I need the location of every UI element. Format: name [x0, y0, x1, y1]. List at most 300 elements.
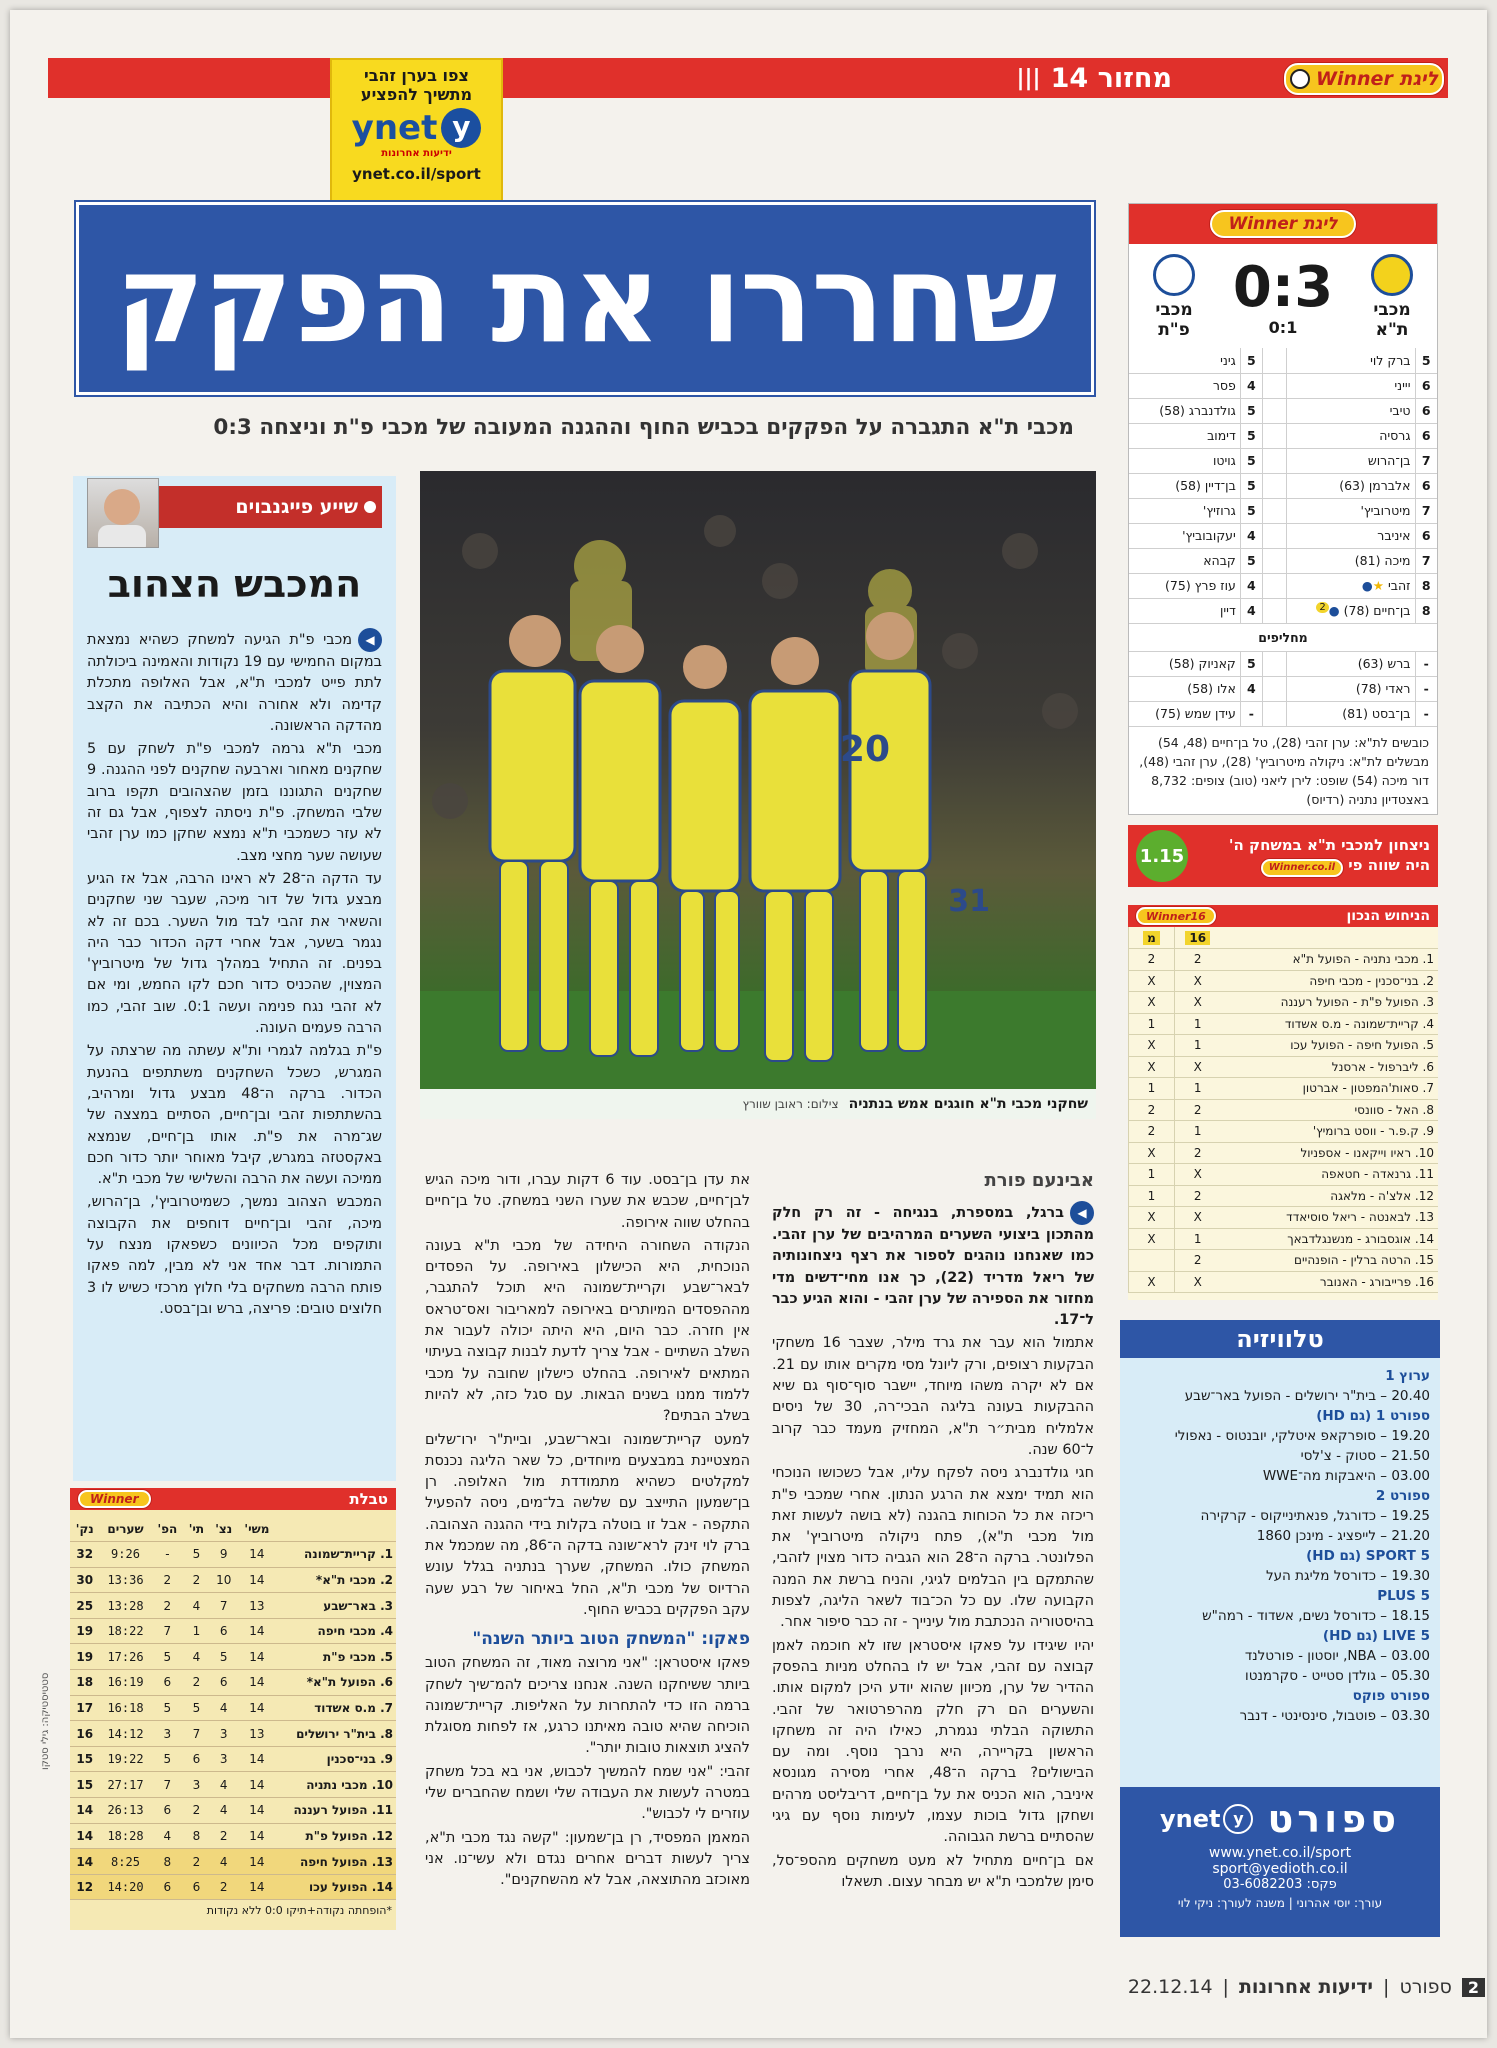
- home-player: אלברמן (63): [1286, 473, 1415, 498]
- tv-title: טלוויזיה: [1236, 1325, 1324, 1353]
- tv-channel: ערוץ 1: [1385, 1368, 1430, 1384]
- points: 15: [70, 1746, 100, 1772]
- home-player-goals: [1286, 598, 1415, 623]
- table-row: [70, 1874, 396, 1900]
- footer-sep: |: [1383, 1976, 1390, 1998]
- match-name: 10. ראיו וייקאנו - אספניול: [1221, 1142, 1439, 1164]
- league-table-header: [70, 1488, 396, 1510]
- played: 14: [238, 1746, 276, 1772]
- pick-16: 1: [1175, 1078, 1221, 1100]
- drawn: 1: [183, 1618, 209, 1644]
- points: 32: [70, 1542, 100, 1568]
- lineup-row: [1129, 548, 1437, 573]
- won: 6: [210, 1670, 238, 1696]
- home-player: ברש (63): [1286, 651, 1415, 676]
- goals: 13:28: [100, 1593, 152, 1619]
- photo-caption-bar: [420, 1089, 1096, 1119]
- tv-channel: 5 LIVE (גם HD): [1322, 1628, 1430, 1644]
- pick-m: X: [1129, 992, 1175, 1014]
- pick-m: X: [1129, 1142, 1175, 1164]
- match-name: 9. ק.פ.ר - ווסט ברומיץ': [1221, 1121, 1439, 1143]
- lineup-gap: [1262, 701, 1286, 726]
- drawn: 3: [183, 1772, 209, 1798]
- lost: 5: [151, 1695, 183, 1721]
- pick-16: X: [1175, 970, 1221, 992]
- pick-16: X: [1175, 1207, 1221, 1229]
- table-row: [1129, 1099, 1439, 1121]
- article-p8: למעט קריית־שמונה ובאר־שבע, וביית"ר ירו־שלים המצטיינת במבצעים מיוחדים, כל שאר הליגה נכנסת למקלטים כשהיא מתמודדת מול האלופה. רן בן־שמעון התייצב עם שלשה בל־מים, ניסה להפעיל התקפה - אבל זו בוטלה בקלות בידי ההגנה הצהובה. ברק לוי זינק לרא־שונה בדקה ה־86, מה שמכמל את המשחק כולו. המשחק, שערך בנתניה בגלל עונש הרדיוס של מכבי ת"א, החל באיחור של רבע שעה עקב הפקקים בכביש החוף.: [425, 1431, 750, 1618]
- played: 14: [238, 1772, 276, 1798]
- paco-subhead: פאקו: "המשחק הטוב ביותר השנה": [472, 1629, 750, 1650]
- prediction-header: [1128, 905, 1438, 927]
- home-rating: 6: [1415, 398, 1437, 423]
- pick-m: X: [1129, 1035, 1175, 1057]
- away-rating: 4: [1240, 573, 1262, 598]
- table-row: [1129, 970, 1439, 992]
- away-team-name: מכבי פ"ת: [1155, 300, 1193, 340]
- table-row: [70, 1798, 396, 1824]
- league-table-logo-text: Winner: [90, 1492, 139, 1506]
- goals: 14:20: [100, 1874, 152, 1900]
- home-rating: 8: [1415, 573, 1437, 598]
- lineup-row: [1129, 701, 1437, 726]
- footer-sep: |: [1222, 1976, 1229, 1998]
- lineup-row: [1129, 423, 1437, 448]
- home-rating: -: [1415, 676, 1437, 701]
- table-row: [1129, 1121, 1439, 1143]
- pick-16: 2: [1175, 949, 1221, 971]
- table-row: [70, 1849, 396, 1875]
- lost: 7: [151, 1772, 183, 1798]
- scorers-text: כובשים לת"א: ערן זהבי (28), טל בן־חיים (48, 54) מבשלים לת"א: ניקולה מיטרוביץ' (28), ערן זהבי (48), דור מיכה (54) שופט: לירן ליאני (טוב) צופים: 8,732 באצטדיון נתניה (רדיוס): [1139, 734, 1429, 807]
- away-player: פסר: [1129, 373, 1240, 398]
- home-team: [1357, 254, 1427, 340]
- scorebox-logo-text: ליגת Winner: [1228, 214, 1338, 234]
- top-banner: [48, 58, 1448, 98]
- home-crest-icon: [1371, 254, 1413, 296]
- league-col-team: [276, 1516, 396, 1542]
- pick-16: 1: [1175, 1121, 1221, 1143]
- match-name: 7. סאות'המפטון - אברטון: [1221, 1078, 1439, 1100]
- drawn: 7: [183, 1721, 209, 1747]
- pick-16: X: [1175, 1056, 1221, 1078]
- home-rating: 8: [1415, 598, 1437, 623]
- table-row: [70, 1618, 396, 1644]
- table-row: [1129, 949, 1439, 971]
- home-player: ראדי (78): [1286, 676, 1415, 701]
- ynet-logo: [332, 108, 501, 148]
- pick-m: 2: [1129, 1099, 1175, 1121]
- article-lead: [772, 1201, 1094, 1331]
- tv-program: 21.20 – לייפציג - מינכן 1860: [1256, 1528, 1430, 1544]
- table-row: [1129, 1078, 1439, 1100]
- goals: 19:22: [100, 1746, 152, 1772]
- lineup-row: [1129, 498, 1437, 523]
- article-column-left: [425, 1170, 750, 1940]
- played: 13: [238, 1593, 276, 1619]
- home-player: זהבי: [1387, 578, 1411, 593]
- pick-m: X: [1129, 1271, 1175, 1293]
- author-avatar: [87, 478, 159, 548]
- sport-ynet-logo: [1160, 1804, 1253, 1834]
- away-rating: 5: [1240, 548, 1262, 573]
- svg-text:31: 31: [948, 884, 990, 919]
- column-p5: המכבש הצהוב נמשך, כשמיטרוביץ', בן־הרוש, מיכה, זהבי ובן־חיים דוחפים את הקבוצה ותוקפים מכל הכיוונים כשפאקו מנצח על התמורות. דבר אחד אני לא מבין, למה פאקו פותח הרבה משחקים בלי חלוץ מרכזי כשיש לו 3 חלוצים טובים: פריצה, ברש ובן־בסט.: [87, 1194, 382, 1317]
- author-bullet-icon: [364, 501, 376, 513]
- pick-m: 1: [1129, 1013, 1175, 1035]
- home-rating: -: [1415, 651, 1437, 676]
- article-p2: אתמול הוא עבר את גרד מילר, שצבר 16 משחקי הבקעות רצופים, ורק ליונל מסי מקרים אותו עם 21. אם לא יקרה משהו מיוחד, יישבר סוף־סוף גם שיא ההבקעות בעונה בליגה הבכי־רה, 30 של ניסים אלמליח מבית״ר ת"א, המחזיק מעמד כבר קרוב ל־60 שנה.: [772, 1335, 1094, 1458]
- subs-label: מחליפים: [1129, 623, 1437, 651]
- divider-icon: |||: [1016, 65, 1041, 91]
- tv-program: 18.15 – כדורסל נשים, אשדוד - רמה"ש: [1202, 1608, 1430, 1624]
- lineup-gap: [1262, 676, 1286, 701]
- article-p9: פאקו איסטראן: "אני מרוצה מאוד, זה המשחק הטוב ביותר ששיחקנו השנה. אנחנו צריכים להמ־שיך לשחק ברמה הזו כדי להתחרות על האליפות. קריית־שמונה הוכיחה שהיא טובה מאיתנו כרגע, אז לפחות מסוגלת להציג תוצאות טובות יותר".: [425, 1655, 750, 1757]
- away-rating: 4: [1240, 373, 1262, 398]
- away-rating: 5: [1240, 473, 1262, 498]
- ynet-url[interactable]: ynet.co.il/sport: [352, 165, 481, 183]
- points: 17: [70, 1695, 100, 1721]
- home-player: מיטרוביץ': [1286, 498, 1415, 523]
- column-title: המכבש הצהוב: [107, 562, 362, 606]
- home-player-star: [1286, 573, 1415, 598]
- drawn: 8: [183, 1823, 209, 1849]
- away-player: גויטו: [1129, 448, 1240, 473]
- subs-label-row: [1129, 623, 1437, 651]
- prediction-rows: [1129, 949, 1439, 1293]
- away-player: אלו (58): [1129, 676, 1240, 701]
- photo-caption: שחקני מכבי ת"א חוגגים אמש בנתניה: [848, 1096, 1088, 1112]
- lost: 6: [151, 1874, 183, 1900]
- prediction-title: הניחוש הנכון: [1346, 908, 1430, 924]
- match-name: 14. אוגסבורג - מנשנגלדבאך: [1221, 1228, 1439, 1250]
- goals: 13:36: [100, 1567, 152, 1593]
- lost: 2: [151, 1593, 183, 1619]
- home-player: ברק לוי: [1286, 348, 1415, 373]
- table-row: [70, 1670, 396, 1696]
- odds-brand: [1261, 859, 1343, 877]
- tv-channel: ספורט פוקס: [1352, 1688, 1430, 1704]
- odds-box: [1128, 825, 1438, 887]
- pick-16: 1: [1175, 1013, 1221, 1035]
- team-name: 11. הפועל רעננה: [276, 1798, 396, 1824]
- lost: 2: [151, 1567, 183, 1593]
- played: 14: [238, 1798, 276, 1824]
- round-label-wrap: [1016, 58, 1172, 98]
- match-name: 5. הפועל חיפה - הפועל עכו: [1221, 1035, 1439, 1057]
- played: 14: [238, 1567, 276, 1593]
- tv-program: 03.30 – פוטבול, סינסינטי - דנבר: [1239, 1708, 1430, 1724]
- tv-channel: 5 SPORT (גם HD): [1306, 1548, 1430, 1564]
- pick-m: X: [1129, 970, 1175, 992]
- home-player: בן־הרוש: [1286, 448, 1415, 473]
- points: 15: [70, 1772, 100, 1798]
- lineup-row: [1129, 573, 1437, 598]
- won: 10: [210, 1567, 238, 1593]
- table-row: [1129, 1228, 1439, 1250]
- played: 14: [238, 1542, 276, 1568]
- played: 13: [238, 1721, 276, 1747]
- drawn: 5: [183, 1695, 209, 1721]
- tv-channel: ספורט 2: [1375, 1488, 1430, 1504]
- pick-16: X: [1175, 1271, 1221, 1293]
- points: 30: [70, 1567, 100, 1593]
- lineup-gap: [1262, 398, 1286, 423]
- lineup-gap: [1262, 573, 1286, 598]
- league-col-drawn: תי': [183, 1516, 209, 1542]
- played: 14: [238, 1670, 276, 1696]
- lineup-gap: [1262, 373, 1286, 398]
- sport-fax: פקס: 03-6082203: [1223, 1877, 1337, 1892]
- away-player: קבהא: [1129, 548, 1240, 573]
- colM-label: מ: [1143, 931, 1160, 945]
- away-rating: 5: [1240, 348, 1262, 373]
- won: 4: [210, 1798, 238, 1824]
- played: 14: [238, 1874, 276, 1900]
- league-table-logo: [78, 1490, 151, 1508]
- svg-text:20: 20: [839, 729, 890, 770]
- lost: 6: [151, 1798, 183, 1824]
- drawn: 2: [183, 1670, 209, 1696]
- ball-icon: ●: [1328, 603, 1340, 619]
- won: 4: [210, 1772, 238, 1798]
- away-rating: 4: [1240, 523, 1262, 548]
- away-rating: 5: [1240, 498, 1262, 523]
- lineup-gap: [1262, 651, 1286, 676]
- table-row: [1129, 1035, 1439, 1057]
- table-row: [1129, 1185, 1439, 1207]
- article-author: אבינעם פורת: [984, 1170, 1094, 1191]
- goal-count-badge: 2: [1316, 602, 1328, 613]
- promo-line-2: מתשיך להפציע: [360, 85, 473, 104]
- prediction-table: [1128, 905, 1438, 1300]
- article-p11: המאמן המפסיד, רן בן־שמעון: "קשה נגד מכבי ת"א, צריך לעשות דברים אחרים נגדם ולא עשי־נו. אני מאוכזב מהתוצאה, אבל לא מהשחקנים".: [425, 1829, 750, 1889]
- footer-paper: ידיעות אחרונות: [1238, 1976, 1374, 1998]
- table-row: [1129, 1164, 1439, 1186]
- lost: 7: [151, 1618, 183, 1644]
- final-score: 0:3: [1232, 254, 1334, 320]
- league-rows: [70, 1542, 396, 1900]
- lead-arrow-icon: ◀: [1070, 1201, 1094, 1225]
- team-name: 7. מ.ס אשדוד: [276, 1695, 396, 1721]
- league-col-points: נק': [70, 1516, 100, 1542]
- pick-16: 2: [1175, 1250, 1221, 1272]
- home-player: בן־בסט (81): [1286, 701, 1415, 726]
- match-name: 12. אלצ'ה - מלאגה: [1221, 1185, 1439, 1207]
- team-name: 2. מכבי ת"א*: [276, 1567, 396, 1593]
- points: 18: [70, 1670, 100, 1696]
- away-team: [1139, 254, 1209, 340]
- lineup-row: [1129, 523, 1437, 548]
- match-name: 1. מכבי נתניה - הפועל ת"א: [1221, 949, 1439, 971]
- opinion-column: [73, 476, 396, 1481]
- match-name: 4. קריית־שמונה - מ.ס אשדוד: [1221, 1013, 1439, 1035]
- home-rating: 7: [1415, 448, 1437, 473]
- column-author: שייע פייגנבוים: [235, 496, 358, 518]
- away-player: בן־דיין (58): [1129, 473, 1240, 498]
- lineup-row: [1129, 373, 1437, 398]
- played: 14: [238, 1849, 276, 1875]
- home-rating: 6: [1415, 373, 1437, 398]
- headline: שחררו את הפקק: [115, 227, 1055, 370]
- league-table-grid: [70, 1516, 396, 1900]
- won: 2: [210, 1874, 238, 1900]
- goals: 26:13: [100, 1798, 152, 1824]
- home-player: יייני: [1286, 373, 1415, 398]
- away-player: גולדנברג (58): [1129, 398, 1240, 423]
- table-row: [70, 1567, 396, 1593]
- prediction-grid: [1128, 927, 1438, 1293]
- promo-line-1: צפו בערן זהבי: [363, 66, 469, 85]
- pick-m: 1: [1129, 1164, 1175, 1186]
- statistics-credit: סטטיסטיקה: גילי סטקו: [40, 1672, 51, 1770]
- team-name: 9. בני־סכנין: [276, 1746, 396, 1772]
- footer-section: ספורט: [1399, 1976, 1452, 1998]
- table-row: [70, 1823, 396, 1849]
- table-row: [70, 1695, 396, 1721]
- odds-brand-text: Winner.co.il: [1268, 862, 1336, 873]
- match-name: 2. בני־סכנין - מכבי חיפה: [1221, 970, 1439, 992]
- home-player: גרסיה: [1286, 423, 1415, 448]
- league-logo-text: ליגת Winner: [1316, 68, 1438, 90]
- away-player: גרוזיץ': [1129, 498, 1240, 523]
- home-player: טיבי: [1286, 398, 1415, 423]
- points: 14: [70, 1798, 100, 1824]
- column-author-bar: [157, 486, 382, 528]
- table-row: [70, 1746, 396, 1772]
- drawn: 2: [183, 1567, 209, 1593]
- table-row: [1129, 1142, 1439, 1164]
- prediction-logo-text: Winner16: [1146, 909, 1206, 923]
- ynet-promo[interactable]: [330, 58, 503, 203]
- odds-text: ניצחון למכבי ת"א במשחק ה' היה שווה פי: [1228, 836, 1430, 874]
- lineup-gap: [1262, 473, 1286, 498]
- points: 19: [70, 1618, 100, 1644]
- goals: 18:22: [100, 1618, 152, 1644]
- team-name: 4. מכבי חיפה: [276, 1618, 396, 1644]
- article-p5: אם בן־חיים מתחיל לא מעט משחקים מהספ־סל, סימן שלמכבי ת"א יש מבחר עצום. תשאלו: [772, 1852, 1094, 1890]
- column-body: [87, 628, 382, 1320]
- table-row: [1129, 992, 1439, 1014]
- sport-url[interactable]: www.ynet.co.il/sport: [1208, 1845, 1352, 1861]
- star-icon: ★: [1372, 578, 1384, 593]
- points: 14: [70, 1849, 100, 1875]
- pick-m: X: [1129, 1056, 1175, 1078]
- pick-16: X: [1175, 992, 1221, 1014]
- pick-m: 2: [1129, 949, 1175, 971]
- won: 3: [210, 1721, 238, 1747]
- league-table: [70, 1488, 396, 1930]
- team-name: 6. הפועל ת"א*: [276, 1670, 396, 1696]
- table-row: [1129, 1250, 1439, 1272]
- lineup-row: [1129, 598, 1437, 623]
- played: 14: [238, 1618, 276, 1644]
- away-rating: 5: [1240, 398, 1262, 423]
- home-player: בן־חיים (78): [1343, 603, 1411, 619]
- ynet-wordmark: ynet: [351, 108, 438, 148]
- drawn: 4: [183, 1593, 209, 1619]
- pick-16: 1: [1175, 1035, 1221, 1057]
- away-player: דיין: [1129, 598, 1240, 623]
- footer-date: 22.12.14: [1127, 1976, 1213, 1998]
- odds-value: 1.15: [1136, 830, 1188, 882]
- match-name: 13. לבאנטה - ריאל סוסיאדד: [1221, 1207, 1439, 1229]
- played: 14: [238, 1644, 276, 1670]
- goals: 8:25: [100, 1849, 152, 1875]
- tv-channel: ספורט 1 (גם HD): [1316, 1408, 1430, 1424]
- away-player: קאניוק (58): [1129, 651, 1240, 676]
- team-photo: [420, 471, 1096, 1119]
- won: 9: [210, 1542, 238, 1568]
- table-row: [1129, 1056, 1439, 1078]
- article-lead-text: ברגל, במספרת, בנגיחה - זה רק חלק מהתכון ביצועי השערים המרהיבים של ערן זהבי. כמו שאנחנו נוהגים לספור את רצף ניצחונותיה של ריאל מדריד (22), כך אנו מחי־דשים מדי מחזור את הספירה של ערן זהבי - והוא הגיע כבר ל־17.: [772, 1205, 1094, 1329]
- article-p3: חגי גולדנברג ניסה לפקח עליו, אבל כשכושו הנוכחי הוא תמיד ימצא את הרגע הנתון. אחרי שמכבי פ"ת ריכזה את כל הכוחות בהגנה (לא בושה לעשות זאת מול מכבי ת"א), פתח ניקולה מיטרוביץ' את הפלונטר. ברקה ה־28 הוא הגביה כדור מצוין לזהבי, שהתמקם בין הבלמים לגיגי, והניח ברשת את המנה הקבועה שלו. עם כל הכ־בוד לשאר הליגה, לצפות בהיסטוריה הנכתבת מול עינייך - זה כבר סיפור אחר.: [772, 1465, 1094, 1631]
- drawn: 2: [183, 1849, 209, 1875]
- league-table-title: טבלת: [349, 1490, 388, 1508]
- table-row: [1129, 1271, 1439, 1293]
- goals: 27:17: [100, 1772, 152, 1798]
- away-player: גיני: [1129, 348, 1240, 373]
- match-name: 16. פרייבורג - האנובר: [1221, 1271, 1439, 1293]
- home-rating: 6: [1415, 473, 1437, 498]
- away-rating: 4: [1240, 598, 1262, 623]
- tv-listings: [1120, 1320, 1440, 1787]
- away-player: יעקובוביץ': [1129, 523, 1240, 548]
- match-name: 6. ליברפול - ארסנל: [1221, 1056, 1439, 1078]
- match-name: 15. הרטה ברלין - הופנהיים: [1221, 1250, 1439, 1272]
- league-col-goals: שערים: [100, 1516, 152, 1542]
- points: 19: [70, 1644, 100, 1670]
- home-rating: 5: [1415, 348, 1437, 373]
- table-row: [1129, 1207, 1439, 1229]
- table-row: [70, 1721, 396, 1747]
- photo-illustration: [420, 471, 1096, 1119]
- won: 2: [210, 1823, 238, 1849]
- played: 14: [238, 1823, 276, 1849]
- lineup-row: [1129, 448, 1437, 473]
- drawn: 6: [183, 1874, 209, 1900]
- tv-program: 21.50 – סטוק - צ'לסי: [1300, 1448, 1430, 1464]
- prediction-col-16: [1175, 927, 1221, 949]
- team-name: 10. מכבי נתניה: [276, 1772, 396, 1798]
- lost: 5: [151, 1644, 183, 1670]
- sport-title: ספורט: [1267, 1797, 1401, 1841]
- goals: 18:28: [100, 1823, 152, 1849]
- league-header-row: [70, 1516, 396, 1542]
- points: 25: [70, 1593, 100, 1619]
- pick-m: 1: [1129, 1185, 1175, 1207]
- goals: 16:19: [100, 1670, 152, 1696]
- pick-m: 1: [1129, 1078, 1175, 1100]
- lineup-gap: [1262, 348, 1286, 373]
- sport-email[interactable]: sport@yedioth.co.il: [1212, 1861, 1348, 1877]
- lineup-row: [1129, 676, 1437, 701]
- away-crest-icon: [1153, 254, 1195, 296]
- column-p1-text: מכבי פ"ת הגיעה למשחק כשהיא נמצאת במקום החמישי עם 19 נקודות והאמינה ביכולתה לתת פייט למכבי ת"א, אבל האלופה מתכלת קדימה ולא אחורה והיא הכתיבה את הקצב מהדקה הראשונה.: [87, 632, 383, 734]
- pick-16: 2: [1175, 1099, 1221, 1121]
- ynet-y-icon: y: [441, 108, 481, 148]
- page-number: 2: [1462, 1978, 1485, 1997]
- score-row: [1129, 244, 1437, 344]
- half-score: 0:1: [1268, 317, 1298, 337]
- team-name: 12. הפועל פ"ת: [276, 1823, 396, 1849]
- lineup-row: [1129, 473, 1437, 498]
- page-footer: [1085, 1970, 1485, 2004]
- away-rating: 5: [1240, 448, 1262, 473]
- home-rating: 6: [1415, 423, 1437, 448]
- article-p7: הנקודה השחורה היחידה של מכבי ת"א בעונה הנוכחית, היא הכישלון באירופה. על הפסדים לבאר־שבע וקריית־שמונה היא תוכל להתגבר, מההפסדים המיותרים באירופה למאריבור ואס־טראס אין חזרה. כבר היום, היא היתה יכולה לעבור את השלב השתיים - אבל צריך לדעת לבנות קבוצה בעיתוי המתאים לאירופה. בהחלט כישלון שחובה על מכבי ללמוד ממנו בשנים הבאות. עם סגל כזה, לא להיות בשלב הבתים?: [425, 1237, 750, 1425]
- lineup-gap: [1262, 498, 1286, 523]
